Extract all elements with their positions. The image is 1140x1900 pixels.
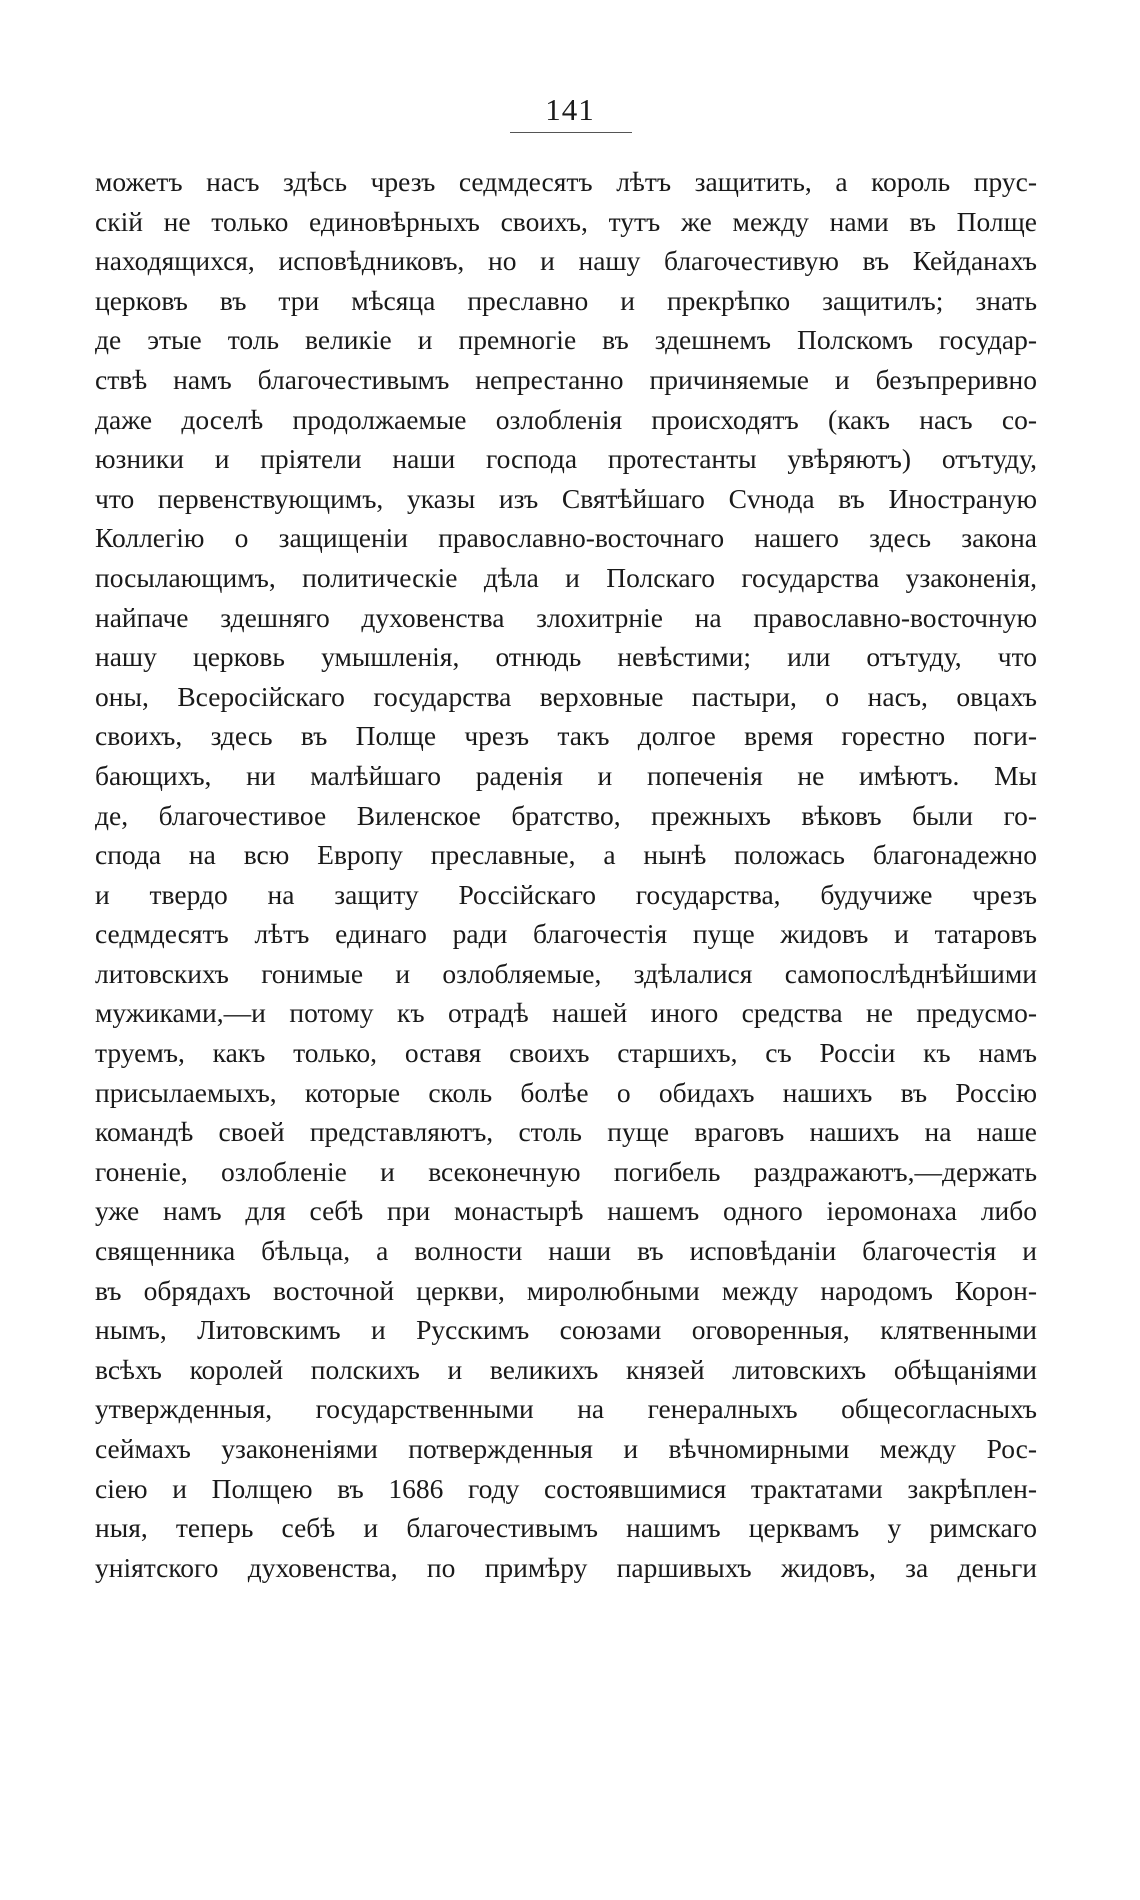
text-line: де этые толь великіе и премногіе въ здешнемъ Полскомъ государ- (95, 324, 1037, 356)
text-line: командѣ своей представляютъ, столь пуще враговъ нашихъ на наше (95, 1116, 1037, 1148)
text-line: нашу церковь умышленія, отнюдь невѣстими; или отътуду, что (95, 641, 1037, 673)
text-line: седмдесятъ лѣтъ единаго ради благочестія пуще жидовъ и татаровъ (95, 918, 1037, 950)
text-line: что первенствующимъ, указы изъ Святѣйшаго Сvнода въ Иностраную (95, 482, 1037, 514)
text-line: даже доселѣ продолжаемые озлобленія происходятъ (какъ насъ со- (95, 403, 1037, 435)
text-line: сіею и Полщею въ 1686 году состоявшимися трактатами закрѣплен- (95, 1472, 1037, 1504)
text-line: спода на всю Европу преславные, а нынѣ положась благонадежно (95, 839, 1037, 871)
text-line: ствѣ намъ благочестивымъ непрестанно причиняемые и безъпреривно (95, 363, 1037, 395)
text-line: оны, Всеросійскаго государства верховные пастыри, о насъ, овцахъ (95, 680, 1037, 712)
text-line: литовскихъ гонимые и озлобляемые, здѣлалися самопослѣднѣйшими (95, 957, 1037, 989)
text-line: ныя, теперь себѣ и благочестивымъ нашимъ церквамъ у римскаго (95, 1512, 1037, 1544)
header-rule (510, 132, 632, 133)
text-line: своихъ, здесь въ Полще чрезъ такъ долгое время горестно поги- (95, 720, 1037, 752)
text-line: бающихъ, ни малѣйшаго раденія и попеченія не имѣютъ. Мы (95, 759, 1037, 791)
text-line: посылающимъ, политическіе дѣла и Полскаго государства узаконенія, (95, 561, 1037, 593)
text-line: церковъ въ три мѣсяца преславно и прекрѣпко защитилъ; знать (95, 284, 1037, 316)
text-line: Коллегію о защищеніи православно-восточнаго нашего здесь закона (95, 522, 1037, 554)
text-line: утвержденныя, государственными на генералныхъ общесогласныхъ (95, 1393, 1037, 1425)
text-line: всѣхъ королей полскихъ и великихъ князей литовскихъ обѣщаніями (95, 1353, 1037, 1385)
text-line: найпаче здешняго духовенства злохитрніе на православно-восточную (95, 601, 1037, 633)
text-line: труемъ, какъ только, оставя своихъ старшихъ, съ Россіи къ намъ (95, 1037, 1037, 1069)
text-line: уже намъ для себѣ при монастырѣ нашемъ одного іеромонаха либо (95, 1195, 1037, 1227)
text-line: въ обрядахъ восточной церкви, миролюбными между народомъ Корон- (95, 1274, 1037, 1306)
text-line: юзники и пріятели наши господа протестанты увѣряютъ) отътуду, (95, 443, 1037, 475)
text-line: и твердо на защиту Россійскаго государства, будучиже чрезъ (95, 878, 1037, 910)
text-line: гоненіе, озлобленіе и всеконечную погибель раздражаютъ,—держать (95, 1155, 1037, 1187)
body-text (95, 162, 1037, 1587)
text-line: находящихся, исповѣдниковъ, но и нашу благочестивую въ Кейданахъ (95, 245, 1037, 277)
text-line: де, благочестивое Виленское братство, прежныхъ вѣковъ были го- (95, 799, 1037, 831)
text-line: священника бѣльца, а волности наши въ исповѣданіи благочестія и (95, 1235, 1037, 1267)
text-line: уніятского духовенства, по примѣру паршивыхъ жидовъ, за деньги (95, 1551, 1037, 1583)
text-line: можетъ насъ здѣсь чрезъ седмдесятъ лѣтъ защитить, а король прус- (95, 166, 1037, 197)
text-line: скій не только единовѣрныхъ своихъ, тутъ же между нами въ Полще (95, 205, 1037, 237)
text-line: сеймахъ узаконеніями потвержденныя и вѣчномирными между Рос- (95, 1433, 1037, 1464)
text-line: мужиками,—и потому къ отрадѣ нашей иного средства не предусмо- (95, 997, 1037, 1029)
page-number: 141 (545, 92, 595, 127)
text-line: нымъ, Литовскимъ и Русскимъ союзами оговоренныя, клятвенными (95, 1314, 1037, 1346)
text-line: присылаемыхъ, которые сколь болѣе о обидахъ нашихъ въ Россію (95, 1076, 1037, 1108)
